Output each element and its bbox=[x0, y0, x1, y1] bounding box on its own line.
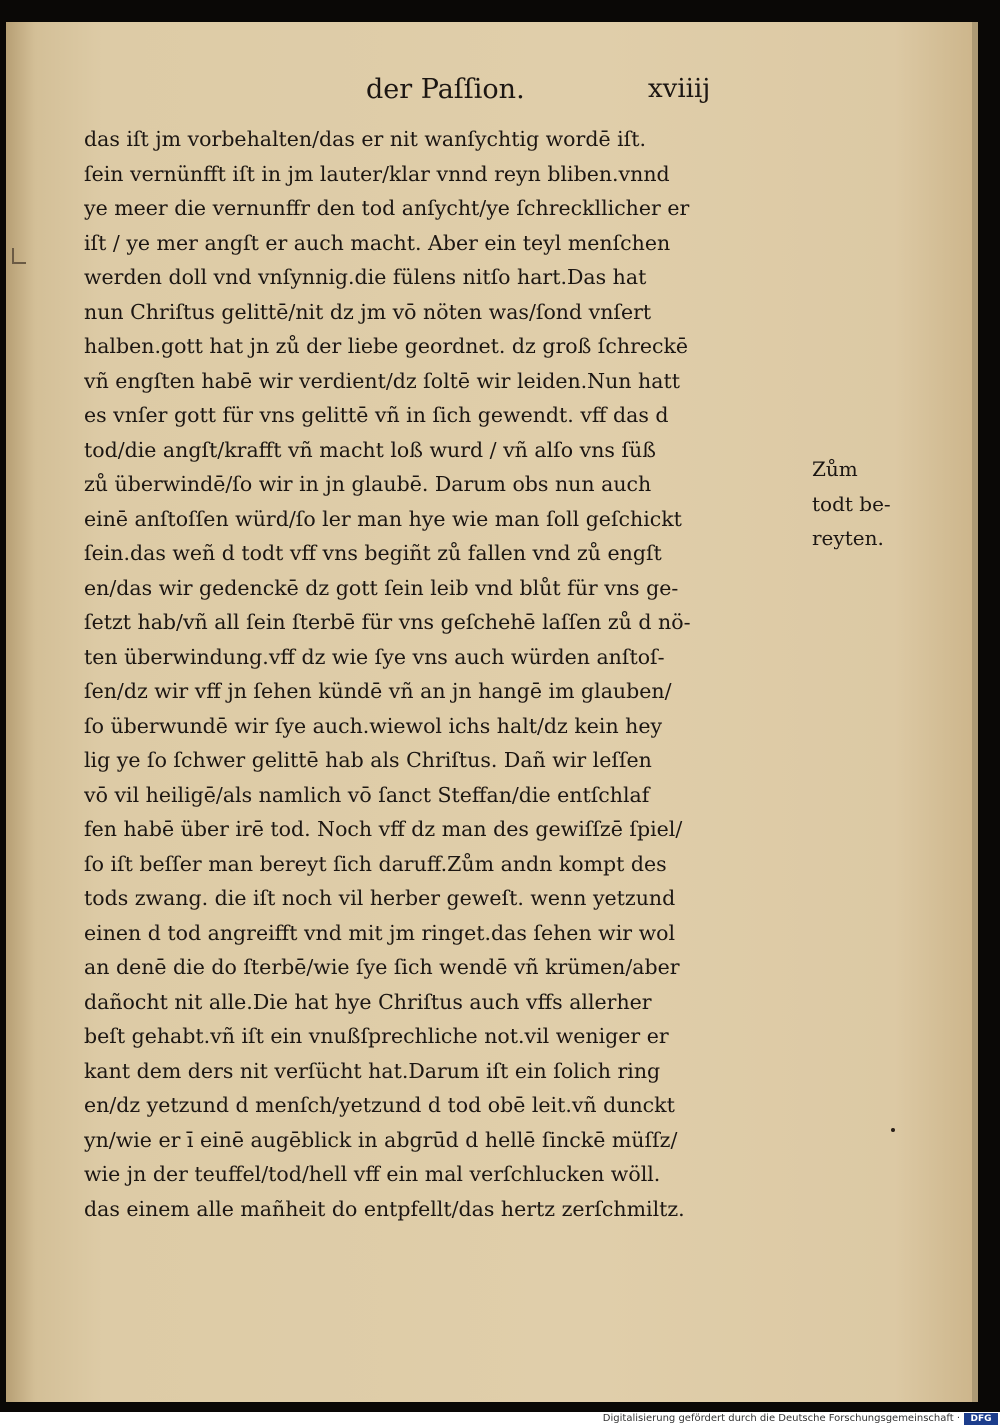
text-line: ſo überwundē wir ſye auch.wiewol ichs halt/dz kein hey bbox=[84, 713, 663, 738]
text-line: wie jn der teuffel/tod/hell vff ein mal verſchlucken wöll. bbox=[84, 1162, 661, 1186]
text-line: nun Chriſtus gelittē/nit dz jm vō nöten was/ſond vnſert bbox=[84, 299, 652, 324]
ink-speck bbox=[891, 1128, 895, 1132]
funding-credit: Digitalisierung gefördert durch die Deutsche Forschungsgemeinschaft · bbox=[602, 1413, 960, 1424]
text-line: einē anſtoſſen würd/ſo ler man hye wie man ſoll geſchickt bbox=[84, 506, 682, 531]
page-edge-mark bbox=[12, 248, 26, 264]
text-line: yn/wie er ī einē augēblick in abgrūd d hellē ſinckē müſſz/ bbox=[84, 1127, 678, 1152]
text-line: zů überwindē/ſo wir in jn glaubē. Darum obs nun auch bbox=[84, 472, 652, 496]
text-line: einen d tod angreifft vnd mit jm ringet.das ſehen wir wol bbox=[84, 920, 676, 945]
text-line: vō vil heiligē/als namlich vō ſanct Steffan/die entſchlaf bbox=[84, 782, 650, 807]
text-line: ſein vernünfft iſt in jm lauter/klar vnnd reyn bliben.vnnd bbox=[84, 161, 670, 186]
text-line: iſt / ye mer angſt er auch macht. Aber ein teyl menſchen bbox=[84, 230, 671, 255]
text-line: dañocht nit alle.Die hat hye Chriſtus auch vffs allerher bbox=[84, 989, 652, 1014]
text-line: halben.gott hat jn zů der liebe geordnet. dz groß ſchreckē bbox=[84, 334, 689, 358]
text-line: werden doll vnd vnſynnig.die fülens nitſo hart.Das hat bbox=[84, 265, 647, 289]
dfg-logo: DFG bbox=[964, 1413, 998, 1425]
text-line: das iſt jm vorbehalten/das er nit wanſychtig wordē iſt. bbox=[84, 127, 646, 151]
text-line: ſen/dz wir vff jn ſehen kündē vñ an jn hangē im glauben/ bbox=[84, 679, 672, 703]
text-line: an denē die do ſterbē/wie ſye ſich wendē vñ krümen/aber bbox=[84, 955, 680, 979]
text-line: fen habē über irē tod. Noch vff dz man des gewiſſzē ſpiel/ bbox=[84, 817, 683, 841]
margin-note-line: Zům bbox=[812, 457, 858, 481]
text-line: lig ye ſo ſchwer gelittē hab als Chriſtus. Dañ wir leſſen bbox=[84, 748, 652, 772]
body-text bbox=[84, 122, 824, 1226]
text-line: tods zwang. die iſt noch vil herber geweſt. wenn yetzund bbox=[84, 886, 676, 910]
footer-bar bbox=[0, 1412, 1000, 1427]
text-line: en/das wir gedenckē dz gott ſein leib vnd blůt für vns ge- bbox=[84, 575, 679, 600]
margin-note bbox=[812, 452, 922, 556]
margin-note-line: todt be- bbox=[812, 491, 891, 516]
text-line: ſetzt hab/vñ all ſein ſterbē für vns geſchehē laſſen zů d nö- bbox=[84, 610, 691, 634]
text-line: beſt gehabt.vñ iſt ein vnußſprechliche not.vil weniger er bbox=[84, 1024, 669, 1048]
margin-note-line: reyten. bbox=[812, 526, 884, 550]
text-line: ſein.das weñ d todt vff vns begiñt zů fallen vnd zů engſt bbox=[84, 541, 662, 565]
text-line: es vnſer gott für vns gelittē vñ in ſich gewendt. vff das d bbox=[84, 403, 669, 427]
text-line: vñ engſten habē wir verdient/dz ſoltē wir leiden.Nun hatt bbox=[84, 368, 680, 393]
text-line: en/dz yetzund d menſch/yetzund d tod obē leit.vñ dunckt bbox=[84, 1093, 675, 1117]
text-line: tod/die angſt/krafft vñ macht loß wurd / vñ alſo vns ſüß bbox=[84, 437, 656, 462]
text-line: ye meer die vernunffr den tod anſycht/ye ſchreckllicher er bbox=[84, 196, 690, 220]
text-line: kant dem ders nit verſücht hat.Darum iſt ein ſolich ring bbox=[84, 1058, 661, 1083]
running-head: der Paſſion. bbox=[366, 74, 525, 105]
text-line: ſo iſt beſſer man bereyt ſich daruff.Zům andn kompt des bbox=[84, 851, 667, 876]
book-page bbox=[6, 22, 978, 1402]
text-line: ten überwindung.vff dz wie ſye vns auch würden anſtoſ- bbox=[84, 644, 665, 669]
folio-number: xviiij bbox=[648, 74, 711, 104]
text-line: das einem alle mañheit do entpfellt/das hertz zerſchmiltz. bbox=[84, 1196, 685, 1221]
